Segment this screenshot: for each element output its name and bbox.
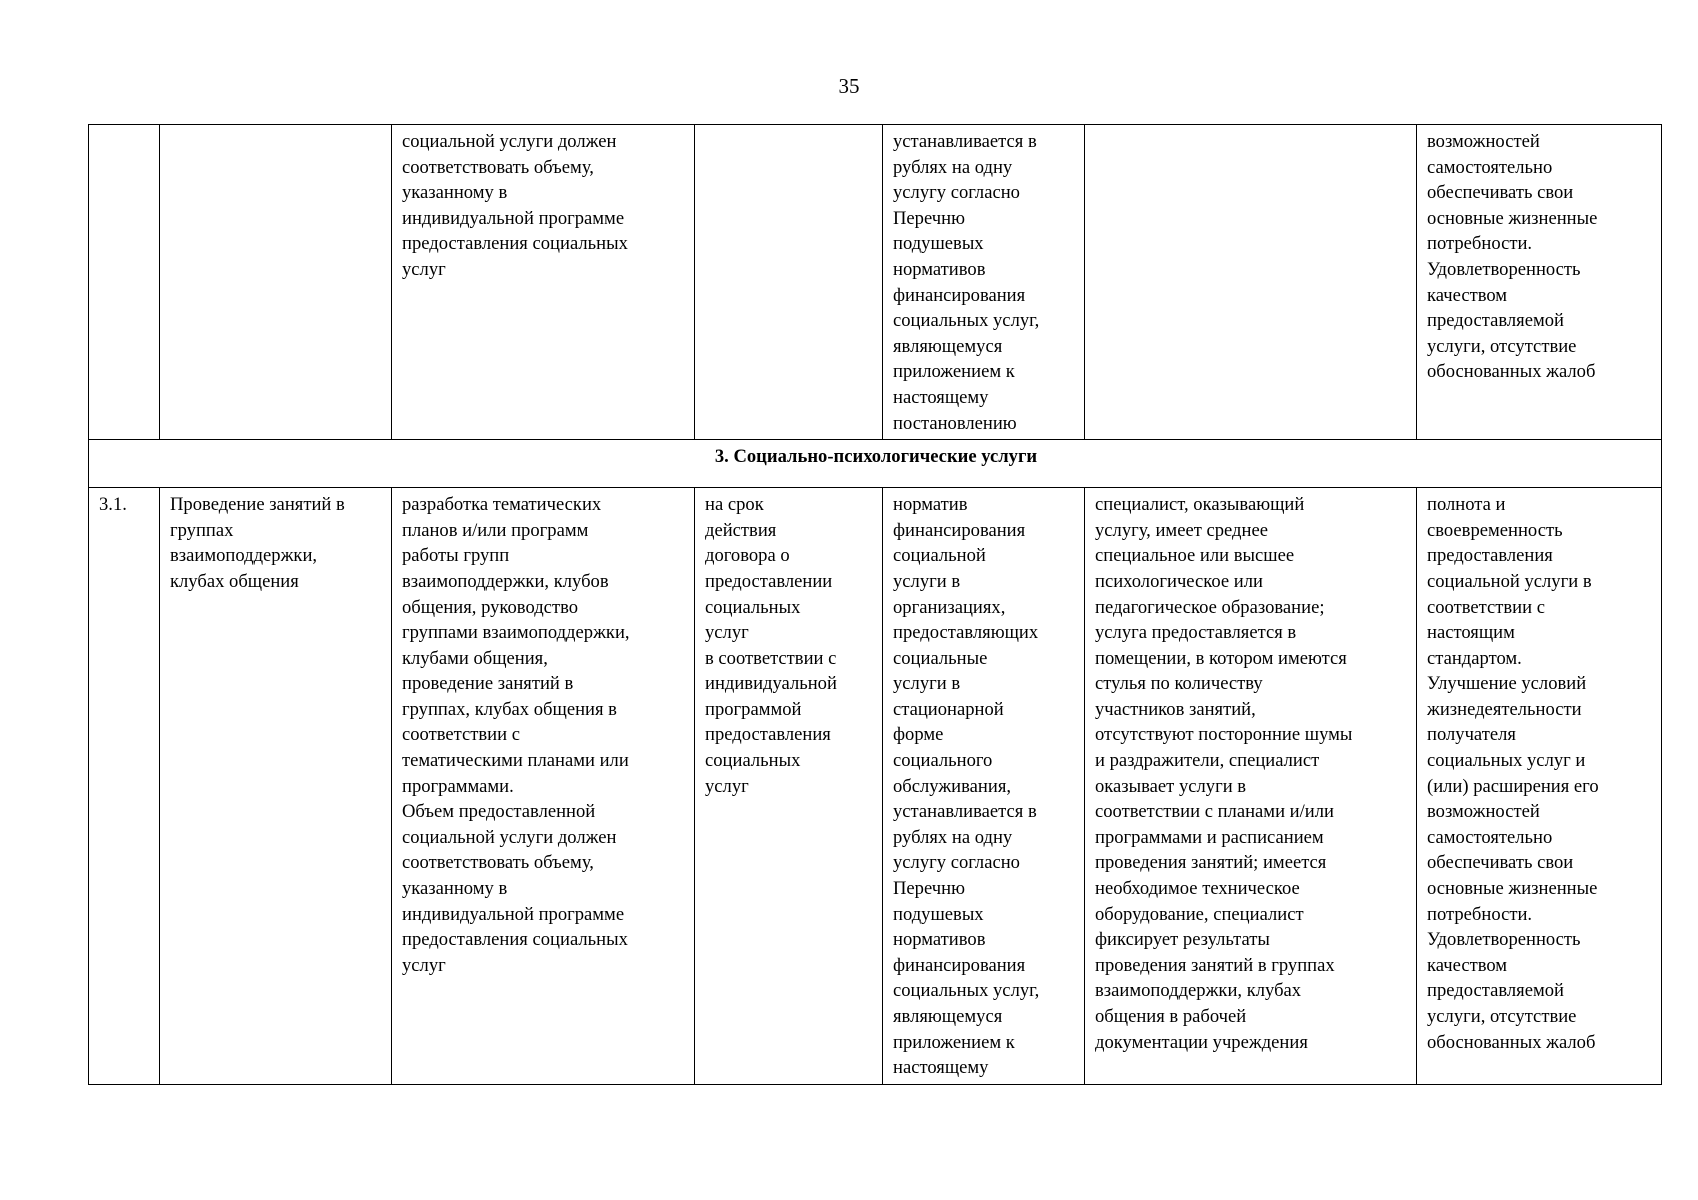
cell-number: 3.1. xyxy=(89,488,160,1085)
cell-service-content: разработка тематических планов и/или программ работы групп взаимоподдержки, клубов общения, руководство группами взаимоподдержки, клубами общения, проведение занятий в группах, клубах общения в соответствии с тематическими планами или программами. Объем предоставленной социальной услуги должен соответствовать объему, указанному в индивидуальной программе предоставления социальных услуг xyxy=(392,488,695,1085)
standards-table xyxy=(88,124,1662,1085)
cell-evaluation: возможностей самостоятельно обеспечивать свои основные жизненные потребности. Удовлетворенность качеством предоставляемой услуги, отсутствие обоснованных жалоб xyxy=(1417,125,1662,440)
cell-financing-norm: норматив финансирования социальной услуги в организациях, предоставляющих социальные услуги в стационарной форме социального обслуживания, устанавливается в рублях на одну услугу согласно Перечню подушевых нормативов финансирования социальных услуг, являющемуся приложением к настоящему xyxy=(883,488,1085,1085)
cell-service-name xyxy=(160,125,392,440)
cell-term: на срок действия договора о предоставлении социальных услуг в соответствии с индивидуальной программой предоставления социальных услуг xyxy=(695,488,883,1085)
cell-service-name: Проведение занятий в группах взаимоподдержки, клубах общения xyxy=(160,488,392,1085)
section-title: 3. Социально-психологические услуги xyxy=(89,440,1662,488)
cell-evaluation: полнота и своевременность предоставления социальной услуги в соответствии с настоящим стандартом. Улучшение условий жизнедеятельности получателя социальных услуг и (или) расширения его возможностей самостоятельно обеспечивать свои основные жизненные потребности. Удовлетворенность качеством предоставляемой услуги, отсутствие обоснованных жалоб xyxy=(1417,488,1662,1085)
cell-conditions xyxy=(1085,125,1417,440)
cell-conditions: специалист, оказывающий услугу, имеет среднее специальное или высшее психологическое или педагогическое образование; услуга предоставляется в помещении, в котором имеются стулья по количеству участников занятий, отсутствуют посторонние шумы и раздражители, специалист оказывает услуги в соответствии с планами и/или программами и расписанием проведения занятий; имеется необходимое техническое оборудование, специалист фиксирует результаты проведения занятий в группах взаимоподдержки, клубах общения в рабочей документации учреждения xyxy=(1085,488,1417,1085)
table-row-continuation xyxy=(89,125,1662,440)
section-header-row xyxy=(89,440,1662,488)
cell-number xyxy=(89,125,160,440)
cell-service-content: социальной услуги должен соответствовать объему, указанному в индивидуальной программе предоставления социальных услуг xyxy=(392,125,695,440)
cell-term xyxy=(695,125,883,440)
table-row-3-1 xyxy=(89,488,1662,1085)
cell-financing-norm: устанавливается в рублях на одну услугу согласно Перечню подушевых нормативов финансирования социальных услуг, являющемуся приложением к настоящему постановлению xyxy=(883,125,1085,440)
page-number: 35 xyxy=(838,74,860,98)
